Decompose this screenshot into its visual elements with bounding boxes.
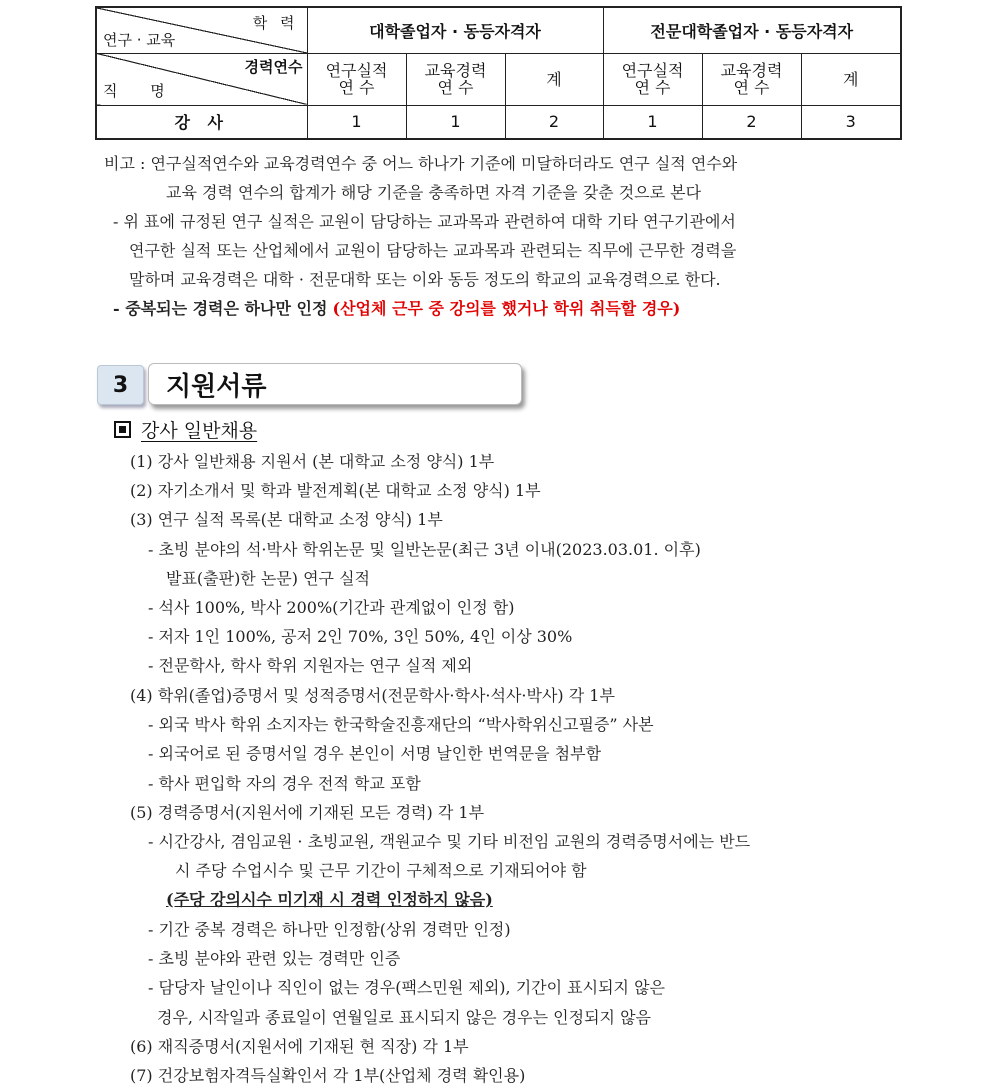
corner-label-position: 직 명 [103,81,179,100]
list-item: - 외국 박사 학위 소지자는 한국학술진흥재단의 “박사학위신고필증” 사본 [148,715,654,734]
list-item: (7) 건강보험자격득실확인서 각 1부(산업체 경력 확인용) [130,1066,526,1085]
row-label-lecturer: 강 사 [96,105,307,139]
corner-label-career-years: 경력연수 [244,57,303,76]
list-item: (4) 학위(졸업)증명서 및 성적증명서(전문학사·학사·석사·박사) 각 1부 [130,686,615,705]
table-cell: 2 [505,105,603,139]
col-research-years-1: 연구실적 연 수 [307,53,406,105]
table-row [96,105,901,139]
note-bold-text: - 중복되는 경력은 하나만 인정 [113,299,328,318]
list-item: - 석사 100%, 박사 200%(기간과 관계없이 인정 함) [148,598,515,617]
note-line: 비고 : 연구실적연수와 교육경력연수 중 어느 하나가 기준에 미달하더라도 연구 실적 연수와 [104,154,738,173]
list-item: 경우, 시작일과 종료일이 연월일로 표시되지 않은 경우는 인정되지 않음 [157,1008,651,1027]
corner-label-degree: 학 력 [252,14,299,32]
note-red-text: (산업체 근무 중 강의를 했거나 학위 취득할 경우) [332,299,681,318]
list-item: - 담당자 날인이나 직인이 없는 경우(팩스민원 제외), 기간이 표시되지 않은 [148,978,665,997]
note-line: 교육 경력 연수의 합계가 해당 기준을 충족하면 자격 기준을 갖춘 것으로 본다 [166,183,702,202]
list-item: - 전문학사, 학사 학위 지원자는 연구 실적 제외 [148,656,473,675]
filled-square-icon [114,421,131,438]
col-edu-years-2: 교육경력 연 수 [702,53,801,105]
list-item: - 학사 편입학 자의 경우 전적 학교 포함 [148,774,421,793]
col-research-years-2: 연구실적 연 수 [603,53,702,105]
note-duplicate-career [113,299,680,319]
list-item: - 초빙 분야와 관련 있는 경력만 인증 [148,949,401,968]
list-item: (주당 강의시수 미기재 시 경력 인정하지 않음) [166,890,493,909]
corner-label-research-edu: 연구 · 교육 [103,30,176,49]
subheading [114,416,257,443]
list-item: 발표(출판)한 논문) 연구 실적 [166,569,371,588]
section-title: 지원서류 [166,372,267,402]
list-item: (1) 강사 일반채용 지원서 (본 대학교 소정 양식) 1부 [130,452,495,471]
col-edu-years-1: 교육경력 연 수 [406,53,505,105]
table-cell: 2 [702,105,801,139]
col-total-1: 계 [505,53,603,105]
table-cell: 1 [307,105,406,139]
table-cell: 1 [603,105,702,139]
table-cell: 1 [406,105,505,139]
list-item: - 시간강사, 겸임교원 · 초빙교원, 객원교수 및 기타 비전임 교원의 경력증명서에는 반드 [148,832,751,851]
subheading-text: 강사 일반채용 [141,420,258,442]
list-item: (2) 자기소개서 및 학과 발전계획(본 대학교 소정 양식) 1부 [130,481,541,500]
list-item: (5) 경력증명서(지원서에 기재된 모든 경력) 각 1부 [130,803,485,822]
col-total-2: 계 [801,53,901,105]
list-item: - 초빙 분야의 석·박사 학위논문 및 일반논문(최근 3년 이내(2023.03.01. 이후) [148,540,701,559]
list-item: (6) 재직증명서(지원서에 기재된 현 직장) 각 1부 [130,1037,469,1056]
list-item: - 기간 중복 경력은 하나만 인정함(상위 경력만 인정) [148,920,511,939]
list-item: - 외국어로 된 증명서일 경우 본인이 서명 날인한 번역문을 첨부함 [148,744,602,763]
note-line: - 위 표에 규정된 연구 실적은 교원이 담당하는 교과목과 관련하여 대학 기타 연구기관에서 [113,212,736,231]
table-corner-header-2 [96,53,307,105]
note-line: 연구한 실적 또는 산업체에서 교원이 담당하는 교과목과 관련되는 직무에 근무한 경력을 [129,241,737,260]
group-header-university: 대학졸업자 · 동등자격자 [307,7,603,53]
list-item: - 저자 1인 100%, 공저 2인 70%, 3인 50%, 4인 이상 30% [148,627,573,646]
qualification-table [95,6,902,140]
note-line: 말하며 교육경력은 대학 · 전문대학 또는 이와 동등 정도의 학교의 교육경력으로 한다. [129,270,721,289]
group-header-college: 전문대학졸업자 · 동등자격자 [603,7,901,53]
table-cell: 3 [801,105,901,139]
list-item: (3) 연구 실적 목록(본 대학교 소정 양식) 1부 [130,510,443,529]
section-number-badge: 3 [97,365,144,405]
table-corner-header-1 [96,7,307,53]
list-item: 시 주당 수업시수 및 근무 기간이 구체적으로 기재되어야 함 [175,861,587,880]
